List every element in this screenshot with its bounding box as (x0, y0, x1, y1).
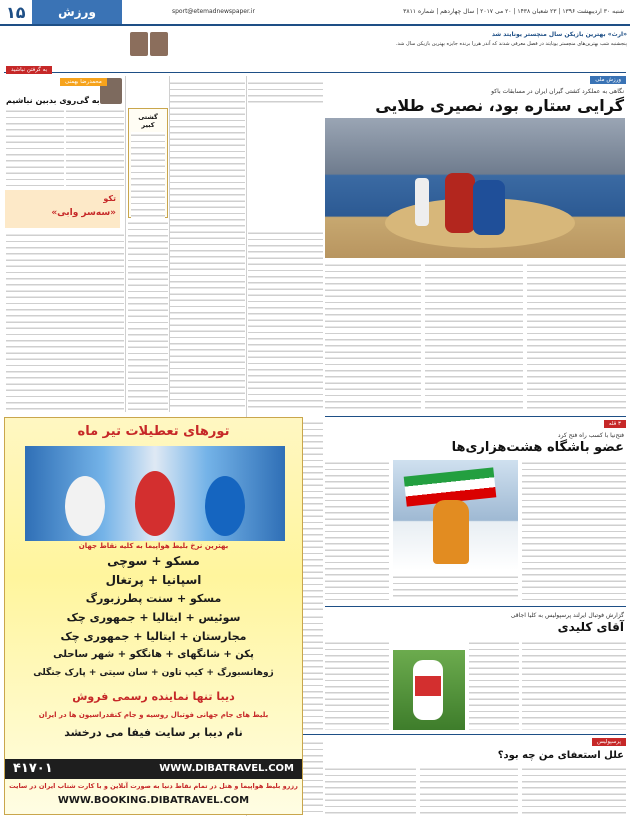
football-shirt (415, 676, 441, 696)
lead-headline: «ارث» بهترین بازیکن سال منچستر یونایتد شد (491, 31, 627, 38)
mountain-subhead: فتح‌نیا با کسب راه فتح کرد (557, 432, 624, 439)
football-col-2 (469, 640, 519, 730)
wrestler-red (445, 173, 475, 233)
ad-website[interactable]: WWW.DIBATRAVEL.COM (159, 763, 294, 774)
mountain-col-2 (325, 460, 389, 600)
ad-player-1 (65, 476, 105, 536)
wrestling-col-4 (248, 230, 323, 410)
ad-destination: اسپانیا + پرتغال (105, 573, 202, 587)
left-col-a (6, 108, 64, 186)
wrestler-blue (473, 180, 505, 235)
column-rule-3 (169, 76, 170, 412)
page-header (0, 0, 630, 26)
mountain-divider (325, 416, 626, 417)
football-divider (325, 606, 626, 607)
mountain-photo (393, 460, 518, 570)
writer-tag: محمدرضا بهمنی (60, 78, 107, 86)
football-photo (393, 650, 465, 730)
resign-tag: پرسپولیس (592, 738, 626, 746)
lead-story (172, 32, 627, 70)
ad-footer-text: رزرو بلیط هواپیما و هتل در تمام نقاط دنیا به صورت آنلاین و با کارت شتاب ایران در سایت (9, 782, 298, 790)
ad-phone-number[interactable]: ۴۱۷۰۱ (13, 761, 53, 776)
ad-subtitle: بهترین نرخ بلیط هواپیما به کلیه نقاط جهان (78, 542, 229, 550)
mountain-headline: عضو باشگاه هشت‌هزاری‌ها (451, 440, 624, 455)
middle-box-title: گشتی کبیر (138, 113, 158, 129)
ad-booking-url[interactable]: WWW.BOOKING.DIBATRAVEL.COM (57, 795, 250, 806)
middle-sidebox (128, 108, 168, 218)
mountain-tag: ۳ قله (604, 420, 626, 428)
ad-destination: مسکو + سنت پطرزبورگ (85, 592, 222, 605)
football-col-3 (325, 640, 389, 730)
resign-headline: علل استعفای من چه بود؟ (497, 750, 624, 761)
travel-ad[interactable] (4, 417, 303, 815)
ad-destination: سوئیس + ایتالیا + جمهوری چک (66, 611, 241, 624)
ad-player-3 (205, 476, 245, 536)
page-number: ۱۵ (6, 3, 26, 22)
ad-destination: مجارستان + ایتالیا + جمهوری چک (60, 630, 247, 643)
ad-destination: پکن + شانگهای + هانگکو + شهر ساحلی (53, 649, 254, 660)
lead-divider (4, 72, 626, 73)
mountain-col-3 (393, 574, 518, 600)
football-col-1 (522, 640, 626, 730)
resign-col-3 (325, 766, 416, 816)
climber (433, 500, 469, 564)
ad-player-2 (135, 471, 175, 536)
mountain-col-1 (522, 460, 626, 600)
wrestling-photo (325, 118, 625, 258)
ad-tickets-line: بلیط های جام جهانی فوتبال روسیه و جام کنفدراسیون ها در ایران (38, 711, 269, 719)
dateline: شنبه ۳۰ اردیبهشت ۱۳۹۶ | ۲۳ شعبان ۱۴۳۸ | ۲۰ می ۲۰۱۷ | سال چهاردهم | شماره ۳۸۱۱ (403, 8, 624, 15)
ad-title: تورهای تعطیلات تیر ماه (77, 424, 230, 439)
section-label: ورزش (32, 0, 122, 24)
middle-box-text (131, 132, 165, 222)
wrestling-headline: گرایی ستاره بود، نصیری طلایی (375, 96, 624, 115)
football-headline: آقای کلیدی (557, 620, 624, 634)
wrestling-col-1 (527, 262, 626, 412)
resign-divider (248, 734, 626, 735)
player-photo-2 (130, 32, 148, 56)
tekov-title: تکو (103, 194, 116, 203)
left-col-c (6, 232, 124, 412)
wrestling-subhead: نگاهی به عملکرد کشتی گیران ایران در مسابقات باکو (491, 88, 624, 95)
tekov-box (5, 190, 120, 228)
middle-col-a (170, 80, 245, 410)
wrestling-col-top (248, 80, 323, 104)
wrestling-col-2 (425, 262, 523, 412)
ad-destination: ژوهانسبورگ + کیپ تاون + سان سیتی + پارک جنگلی (33, 668, 274, 678)
left-tag-1: به گرفتن نباشید (6, 66, 52, 74)
tekov-subtitle: «سه‌سر وابی» (51, 208, 116, 218)
left-col-b (66, 108, 124, 186)
ad-rep-line: دیبا تنها نماینده رسمی فروش (72, 690, 235, 703)
resign-col-1 (522, 766, 626, 816)
wrestling-col-3 (325, 262, 421, 412)
wrestling-tag: ورزش ملی (590, 76, 626, 84)
left-headline: به گی‌روی بدبین نباشیم (6, 96, 100, 105)
resign-col-2 (420, 766, 518, 816)
ad-destination: مسکو + سوچی (107, 554, 200, 568)
ad-photo (25, 446, 285, 541)
player-photo (150, 32, 168, 56)
football-subhead: گزارش فوتبال ایرلند پرسپولیس به کلیا اجاقی (510, 612, 624, 619)
ad-contact-bar (5, 759, 302, 779)
referee (415, 178, 429, 226)
column-rule-2 (125, 76, 126, 412)
ad-register-line: نام دیبا بر سایت فیفا می درخشد (64, 726, 243, 739)
lead-text: پنجشنبه شب بهترین‌های منچستر یونایتد در فصل معرفی شدند که آندر هررا برنده جایزه بهترین بازیکن سال شد. (395, 40, 627, 47)
middle-col-b (128, 220, 168, 410)
section-email[interactable]: sport@etemadnewspaper.ir (172, 8, 255, 15)
